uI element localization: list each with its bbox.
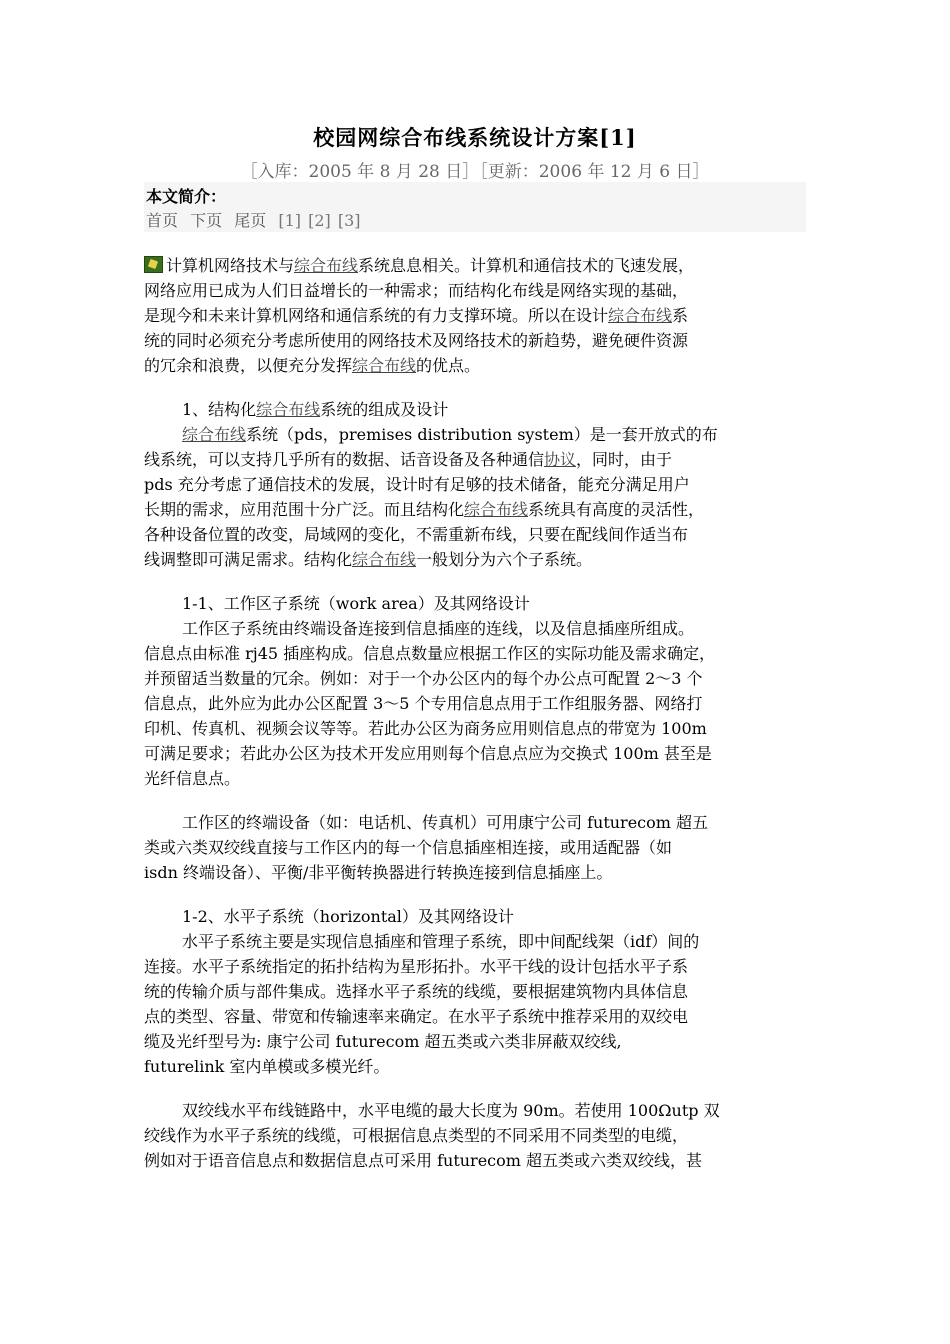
section-heading: 1-2、水平子系统（horizontal）及其网络设计 bbox=[182, 907, 514, 926]
keyword-link[interactable]: 综合布线 bbox=[352, 550, 417, 569]
keyword-link[interactable]: 综合布线 bbox=[256, 400, 321, 419]
pager-page-1: [1] bbox=[278, 211, 301, 230]
intro-label: 本文简介： bbox=[146, 187, 227, 206]
article-body bbox=[144, 253, 814, 1173]
paragraph-line: 长期的需求，应用范围十分广泛。而且结构化综合布线系统具有高度的灵活性， bbox=[144, 500, 705, 519]
paragraph-line: pds 充分考虑了通信技术的发展，设计时有足够的技术储备，能充分满足用户 bbox=[144, 475, 690, 494]
paragraph-line: 并预留适当数量的冗余。例如：对于一个办公区内的每个办公点可配置 2～3 个 bbox=[144, 669, 703, 688]
paragraph-line: 的冗余和浪费，以便充分发挥综合布线的优点。 bbox=[144, 356, 481, 375]
paragraph-line: 印机、传真机、视频会议等等。若此办公区为商务应用则信息点的带宽为 100m bbox=[144, 719, 707, 738]
keyword-link[interactable]: 综合布线 bbox=[464, 500, 529, 519]
paragraph-line: 线系统，可以支持几乎所有的数据、话音设备及各种通信协议，同时，由于 bbox=[144, 450, 673, 469]
keyword-link[interactable]: 综合布线 bbox=[352, 356, 417, 375]
bullet-icon bbox=[144, 256, 163, 273]
paragraph-line: 可满足要求；若此办公区为技术开发应用则每个信息点应为交换式 100m 甚至是 bbox=[144, 744, 712, 763]
pager-last-link[interactable]: 尾页 bbox=[234, 211, 267, 230]
article-title: 校园网综合布线系统设计方案[1] bbox=[313, 125, 637, 150]
paragraph-line: 信息点由标准 rj45 插座构成。信息点数量应根据工作区的实际功能及需求确定， bbox=[144, 644, 716, 663]
paragraph-line: 绞线作为水平子系统的线缆，可根据信息点类型的不同采用不同类型的电缆， bbox=[144, 1126, 689, 1145]
keyword-link[interactable]: 综合布线 bbox=[294, 256, 359, 275]
pager-first-link[interactable]: 首页 bbox=[146, 211, 179, 230]
paragraph-line: 统的同时必须充分考虑所使用的网络技术及网络技术的新趋势，避免硬件资源 bbox=[144, 331, 689, 350]
keyword-link[interactable]: 综合布线 bbox=[608, 306, 673, 325]
paragraph-line: 工作区的终端设备（如：电话机、传真机）可用康宁公司 futurecom 超五 bbox=[182, 813, 709, 832]
article-dates: ［入库：2005 年 8 月 28 日］［更新：2006 年 12 月 6 日］ bbox=[240, 162, 710, 182]
paragraph-line: 类或六类双绞线直接与工作区内的每一个信息插座相连接，或用适配器（如 bbox=[144, 838, 673, 857]
paragraph-line: 是现今和未来计算机网络和通信系统的有力支撑环境。所以在设计综合布线系 bbox=[144, 306, 689, 325]
paragraph-line: 例如对于语音信息点和数据信息点可采用 futurecom 超五类或六类双绞线，甚 bbox=[144, 1151, 703, 1170]
paragraph-line: 综合布线系统（pds，premises distribution system）是一套开放式的布 bbox=[182, 425, 718, 444]
paragraph-line: 各种设备位置的改变，局域网的变化，不需重新布线，只要在配线间作适当布 bbox=[144, 525, 689, 544]
paragraph-line: 线调整即可满足需求。结构化综合布线一般划分为六个子系统。 bbox=[144, 550, 593, 569]
paragraph-line: 统的传输介质与部件集成。选择水平子系统的线缆，要根据建筑物内具体信息 bbox=[144, 982, 689, 1001]
paragraph-line: 点的类型、容量、带宽和传输速率来确定。在水平子系统中推荐采用的双绞电 bbox=[144, 1007, 689, 1026]
paragraph-line: 连接。水平子系统指定的拓扑结构为星形拓扑。水平干线的设计包括水平子系 bbox=[144, 957, 689, 976]
section-heading: 1、结构化综合布线系统的组成及设计 bbox=[182, 400, 449, 419]
pager-page-3-link[interactable]: [3] bbox=[337, 211, 361, 230]
paragraph-line: 信息点，此外应为此办公区配置 3～5 个专用信息点用于工作组服务器、网络打 bbox=[144, 694, 703, 713]
keyword-link[interactable]: 综合布线 bbox=[182, 425, 247, 444]
paragraph-line: 水平子系统主要是实现信息插座和管理子系统，即中间配线架（idf）间的 bbox=[182, 932, 700, 951]
paragraph-line: 双绞线水平布线链路中，水平电缆的最大长度为 90m。若使用 100Ωutp 双 bbox=[182, 1101, 720, 1120]
paragraph-line: 工作区子系统由终端设备连接到信息插座的连线，以及信息插座所组成。 bbox=[182, 619, 695, 638]
intro-box bbox=[144, 182, 806, 232]
pager bbox=[146, 208, 363, 231]
pager-page-2-link[interactable]: [2] bbox=[308, 211, 331, 230]
paragraph-line: 计算机网络技术与综合布线系统息息相关。计算机和通信技术的飞速发展， bbox=[144, 253, 814, 278]
protocol-link[interactable]: 协议 bbox=[544, 450, 577, 469]
paragraph-line: isdn 终端设备）、平衡/非平衡转换器进行转换连接到信息插座上。 bbox=[144, 863, 613, 882]
pager-next-link[interactable]: 下页 bbox=[190, 211, 223, 230]
paragraph-line: futurelink 室内单模或多模光纤。 bbox=[144, 1057, 390, 1076]
paragraph-line: 光纤信息点。 bbox=[144, 769, 241, 788]
paragraph-line: 缆及光纤型号为: 康宁公司 futurecom 超五类或六类非屏蔽双绞线, bbox=[144, 1032, 622, 1051]
section-heading: 1-1、工作区子系统（work area）及其网络设计 bbox=[182, 594, 530, 613]
paragraph-line: 网络应用已成为人们日益增长的一种需求；而结构化布线是网络实现的基础， bbox=[144, 281, 689, 300]
